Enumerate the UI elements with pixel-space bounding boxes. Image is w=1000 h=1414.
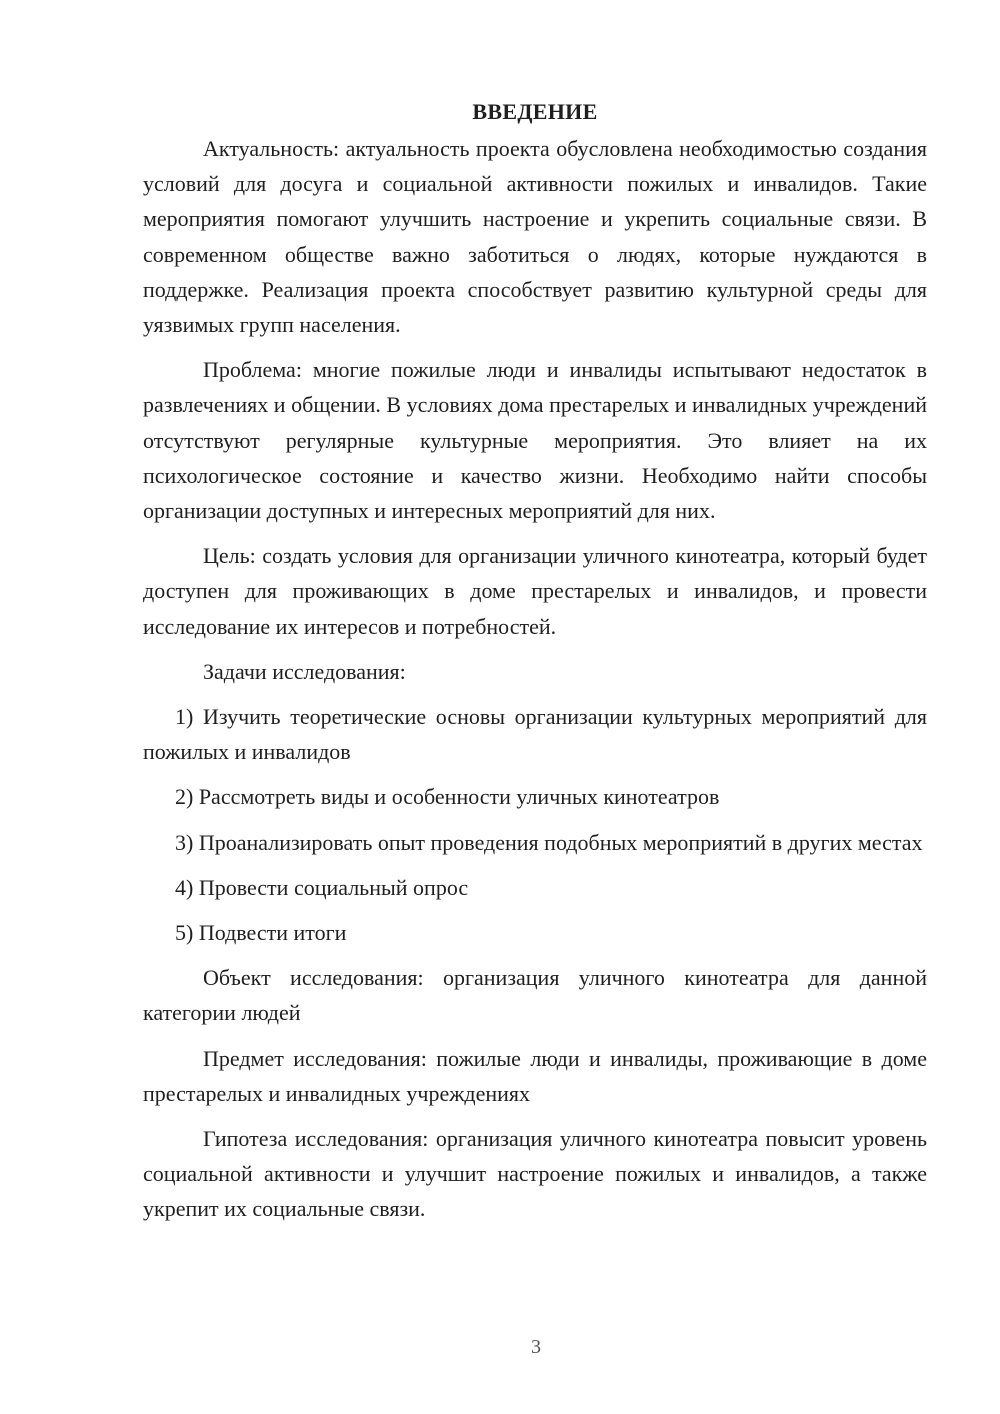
task-item: 3) Проанализировать опыт проведения подобных мероприятий в других местах [175,829,923,855]
research-object-paragraph: Объект исследования: организация уличного кинотеатра для данной категории людей [143,965,927,1026]
section-heading: ВВЕДЕНИЕ [472,99,598,124]
task-item: 2) Рассмотреть виды и особенности уличных кинотеатров [175,784,720,810]
relevance-paragraph: Актуальность: актуальность проекта обусловлена необходимостью создания условий для досуга и социальной активности пожилых и инвалидов. Такие мероприятия помогают улучшить настроение и укрепить социальные связи. В современном обществе важно заботиться о людях, которые нуждаются в поддержке. Реализация проекта способствует развитию культурной среды для уязвимых групп населения. [143,136,927,338]
hypothesis-paragraph: Гипотеза исследования: организация уличного кинотеатра повысит уровень социальной активности и улучшит настроение пожилых и инвалидов, а также укрепит их социальные связи. [143,1126,927,1222]
task-item: 5) Подвести итоги [175,920,347,946]
task-item: 1) Изучить теоретические основы организации культурных мероприятий для пожилых и инвалидов [143,704,927,765]
problem-paragraph: Проблема: многие пожилые люди и инвалиды испытывают недостаток в развлечениях и общении. В условиях дома престарелых и инвалидных учреждений отсутствуют регулярные культурные мероприятия. Это влияет на их психологическое состояние и качество жизни. Необходимо найти способы организации доступных и интересных мероприятий для них. [143,357,927,524]
task-item: 4) Провести социальный опрос [175,874,469,900]
page-number: 3 [531,1336,541,1358]
goal-paragraph: Цель: создать условия для организации уличного кинотеатра, который будет доступен для проживающих в доме престарелых и инвалидов, и провести исследование их интересов и потребностей. [143,543,927,639]
research-subject-paragraph: Предмет исследования: пожилые люди и инвалиды, проживающие в доме престарелых и инвалидных учреждениях [143,1045,927,1106]
tasks-heading: Задачи исследования: [203,658,406,684]
page-content [143,94,927,1237]
